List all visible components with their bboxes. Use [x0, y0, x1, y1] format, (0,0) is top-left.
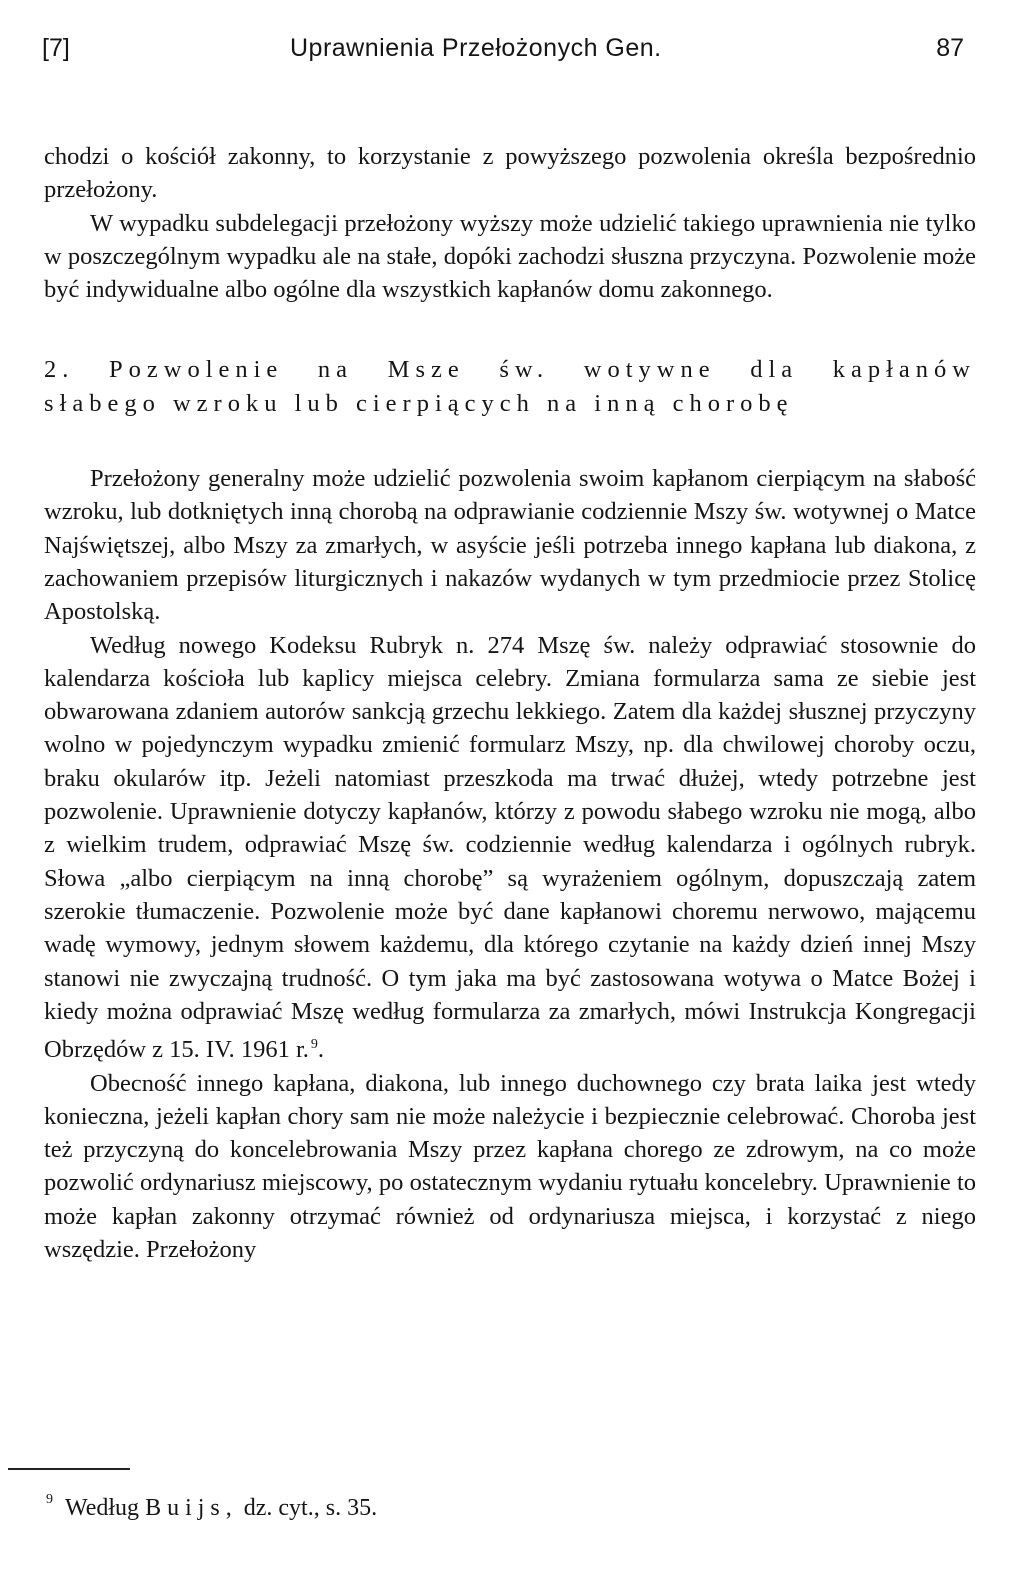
paragraph-text: Według nowego Kodeksu Rubryk n. 274 Mszę św. należy odprawiać stosownie do kalendarza kościoła lub kaplicy miejsca celebry. Zmiana formularza sama ze siebie jest obwarowana zdaniem autorów sankcją grzechu lekkiego. Zatem dla każdej słusznej przyczyny wolno w pojedynczym wypadku zmienić formularz Mszy, np. dla chwilowej choroby oczu, braku okularów itp. Jeżeli natomiast przeszkoda ma trwać dłużej, wtedy potrzebne jest pozwolenie. Uprawnienie dotyczy kapłanów, którzy z powodu słabego wzroku nie mogą, albo z wielkim trudem, odprawiać Mszę św. codziennie według kalendarza i ogólnych rubryk. Słowa „albo cierpiącym na inną chorobę” są wyrażeniem ogólnym, dopuszczają zatem szerokie tłumaczenie. Pozwolenie może być dane kapłanowi choremu nerwowo, mającemu wadę wymowy, jednym słowem każdemu, dla którego czytanie na każdy dzień innej Mszy stanowi nie zwyczajną trudność. O tym jaka ma być zastosowana wotywa o Matce Bożej i kiedy można odprawiać Mszę według formularza za zmarłych, mówi Instrukcja Kongregacji Obrzędów z 15. IV. 1961 r.	[44, 631, 976, 1064]
page-number: 87	[936, 34, 964, 62]
footnote-separator	[8, 1468, 130, 1470]
section-heading-line: 2. Pozwolenie na Msze św. wotywne dla kapłanów	[44, 356, 976, 384]
running-header	[44, 28, 976, 68]
footnote-citation: dz. cyt., s. 35.	[243, 1495, 378, 1521]
section-number: [7]	[42, 34, 70, 62]
footnote-mark: 9	[46, 1492, 53, 1507]
document-page	[44, 28, 976, 1266]
paragraph: Przełożony generalny może udzielić pozwolenia swoim kapłanom cierpiącym na słabość wzroku, lub dotkniętych inną chorobą na odprawianie codziennie Mszy św. wotywnej o Matce Najświętszej, albo Mszy za zmarłych, w asyście jeśli potrzeba innego kapłana lub diakona, z zachowaniem przepisów liturgicznych i nakazów wydanych w tym przedmiocie przez Stolicę Apostolską.	[44, 465, 976, 626]
text-block-section	[44, 462, 976, 1266]
footnote-prefix: Według	[65, 1495, 140, 1521]
paragraph: W wypadku subdelegacji przełożony wyższy może udzielić takiego uprawnienia nie tylko w poszczególnym wypadku ale na stałe, dopóki zachodzi słuszna przyczyna. Pozwolenie może być indywidualne albo ogólne dla wszystkich kapłanów domu zakonnego.	[44, 209, 976, 304]
paragraph: Obecność innego kapłana, diakona, lub innego duchownego czy brata laika jest wtedy konieczna, jeżeli kapłan chory sam nie może należycie i bezpiecznie celebrować. Choroba jest też przyczyną do koncelebrowania Mszy przez kapłana chorego ze zdrowym, na co może pozwolić ordynariusz miejscowy, po ostatecznym wydaniu rytuału koncelebry. Uprawnienie to może kapłan zakonny otrzymać również od ordynariusza miejsca, i korzystać z niego wszędzie. Przełożony	[44, 1069, 976, 1264]
section-heading	[44, 353, 976, 420]
footnote	[46, 1492, 378, 1522]
footnote-reference[interactable]: 9	[310, 1037, 318, 1053]
footnote-author: Buijs,	[145, 1495, 238, 1521]
text-block-top	[44, 140, 976, 306]
paragraph-with-footnote: Według nowego Kodeksu Rubryk n. 274 Mszę św. należy odprawiać stosownie do kalendarza kościoła lub kaplicy miejsca celebry. Zmiana formularza sama ze siebie jest obwarowana zdaniem autorów sankcją grzechu lekkiego. Zatem dla każdej słusznej przyczyny wolno w pojedynczym wypadku zmienić formularz Mszy, np. dla chwilowej choroby oczu, braku okularów itp. Jeżeli natomiast przeszkoda ma trwać dłużej, wtedy potrzebne jest pozwolenie. Uprawnienie dotyczy kapłanów, którzy z powodu słabego wzroku nie mogą, albo z wielkim trudem, odprawiać Mszę św. codziennie według kalendarza i ogólnych rubryk. Słowa „albo cierpiącym na inną chorobę” są wyrażeniem ogólnym, dopuszczają zatem szerokie tłumaczenie. Pozwolenie może być dane kapłanowi choremu nerwowo, mającemu wadę wymowy, jednym słowem każdemu, dla którego czytanie na każdy dzień innej Mszy stanowi nie zwyczajną trudność. O tym jaka ma być zastosowana wotywa o Matce Bożej i kiedy można odprawiać Mszę według formularza za zmarłych, mówi Instrukcja Kongregacji Obrzędów z 15. IV. 1961 r. $^9$.	[44, 631, 976, 1064]
running-title: Uprawnienia Przełożonych Gen.	[290, 34, 662, 62]
paragraph-continuation: chodzi o kościół zakonny, to korzystanie z powyższego pozwolenia określa bezpośrednio przełożony.	[44, 143, 976, 204]
section-heading-line: słabego wzroku lub cierpiących na inną chorobę	[44, 389, 794, 417]
